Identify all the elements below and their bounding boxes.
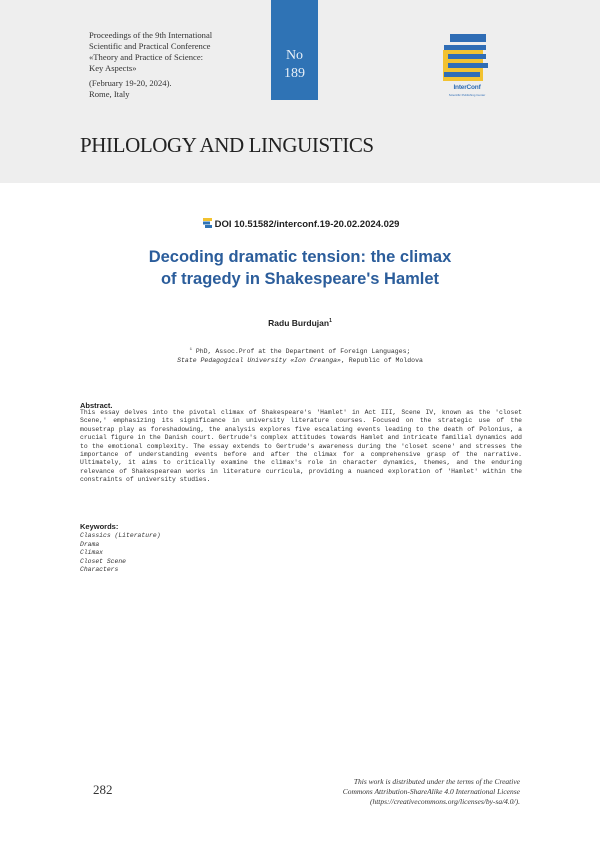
affiliation-mark: 1: [189, 348, 192, 352]
conference-dates: (February 19-20, 2024).: [89, 78, 172, 88]
affiliation-line: PhD, Assoc.Prof at the Department of Foreign Languages;: [195, 348, 411, 356]
affiliation: [100, 346, 500, 365]
page-number: 282: [93, 782, 113, 797]
keywords-list: [80, 532, 161, 575]
affiliation-country: , Republic of Moldova: [340, 357, 423, 365]
license-line: Commons Attribution-ShareAlike 4.0 International License: [342, 787, 520, 796]
article-title: [80, 246, 520, 290]
affiliation-university: State Pedagogical University «Ion Creanga»: [177, 357, 341, 365]
section-title: PHILOLOGY AND LINGUISTICS: [80, 133, 374, 157]
logo-subtext: Scientific Publishing Center: [448, 93, 486, 97]
author-mark: 1: [329, 318, 332, 325]
interconf-logo-icon: [436, 30, 496, 102]
logo-text: InterConf: [453, 84, 481, 91]
abstract-text: This essay delves into the pivotal climax of Shakespeare's 'Hamlet' in Act III, Scene IV, known as the 'closet Scene,' emphasizing its significance in university literature courses. Focused on the strategic use of the mousetrap play as foreshadowing, the analysis explores five escalating events leading to the death of Polonius, a crucial figure in the Danish court. Gertrude's complex attitudes towards Hamlet and intricate familial dynamics add to the emotional complexity. The essay extends to Gertrude's awareness during the 'closet scene' and stresses the importance of understanding events before and after the climax for a comprehensive grasp of the narrative. Ultimately, it aims to critically examine the climax's role in character dynamics, themes, and the enduring relevance of Shakespearean works in literature curricula, providing a nuanced exploration of 'Hamlet' within the constraints of university studies.: [80, 409, 522, 484]
doi[interactable]: [166, 218, 436, 230]
conference-location: Rome, Italy: [89, 89, 130, 99]
doi-icon: [203, 218, 212, 228]
issue-badge: [271, 0, 318, 100]
conference-info: [89, 30, 269, 100]
title-line: of tragedy in Shakespeare's Hamlet: [160, 270, 440, 288]
keyword: Climax: [80, 549, 104, 557]
issue-label: No: [285, 48, 304, 63]
issue-number: 189: [284, 66, 305, 81]
license-notice: [262, 777, 520, 807]
keyword: Drama: [80, 540, 100, 548]
keyword: Characters: [80, 566, 119, 574]
conference-line: Key Aspects»: [89, 63, 137, 73]
doi-text[interactable]: DOI 10.51582/interconf.19-20.02.2024.029: [214, 219, 400, 230]
license-link[interactable]: (https://creativecommons.org/licenses/by-sa/4.0/).: [369, 797, 520, 806]
conference-line: «Theory and Practice of Science:: [89, 52, 204, 62]
keywords-heading: Keywords:: [80, 522, 119, 531]
author: [150, 318, 450, 328]
conference-line: Proceedings of the 9th International: [89, 30, 213, 40]
abstract-heading: Abstract.: [80, 401, 113, 410]
title-line: Decoding dramatic tension: the climax: [148, 248, 452, 266]
conference-line: Scientific and Practical Conference: [89, 41, 211, 51]
license-line: This work is distributed under the terms of the Creative: [353, 777, 520, 786]
keyword: Classics (Literature): [80, 532, 161, 539]
author-name: Radu Burdujan: [268, 318, 330, 328]
keyword: Closet Scene: [80, 557, 127, 565]
